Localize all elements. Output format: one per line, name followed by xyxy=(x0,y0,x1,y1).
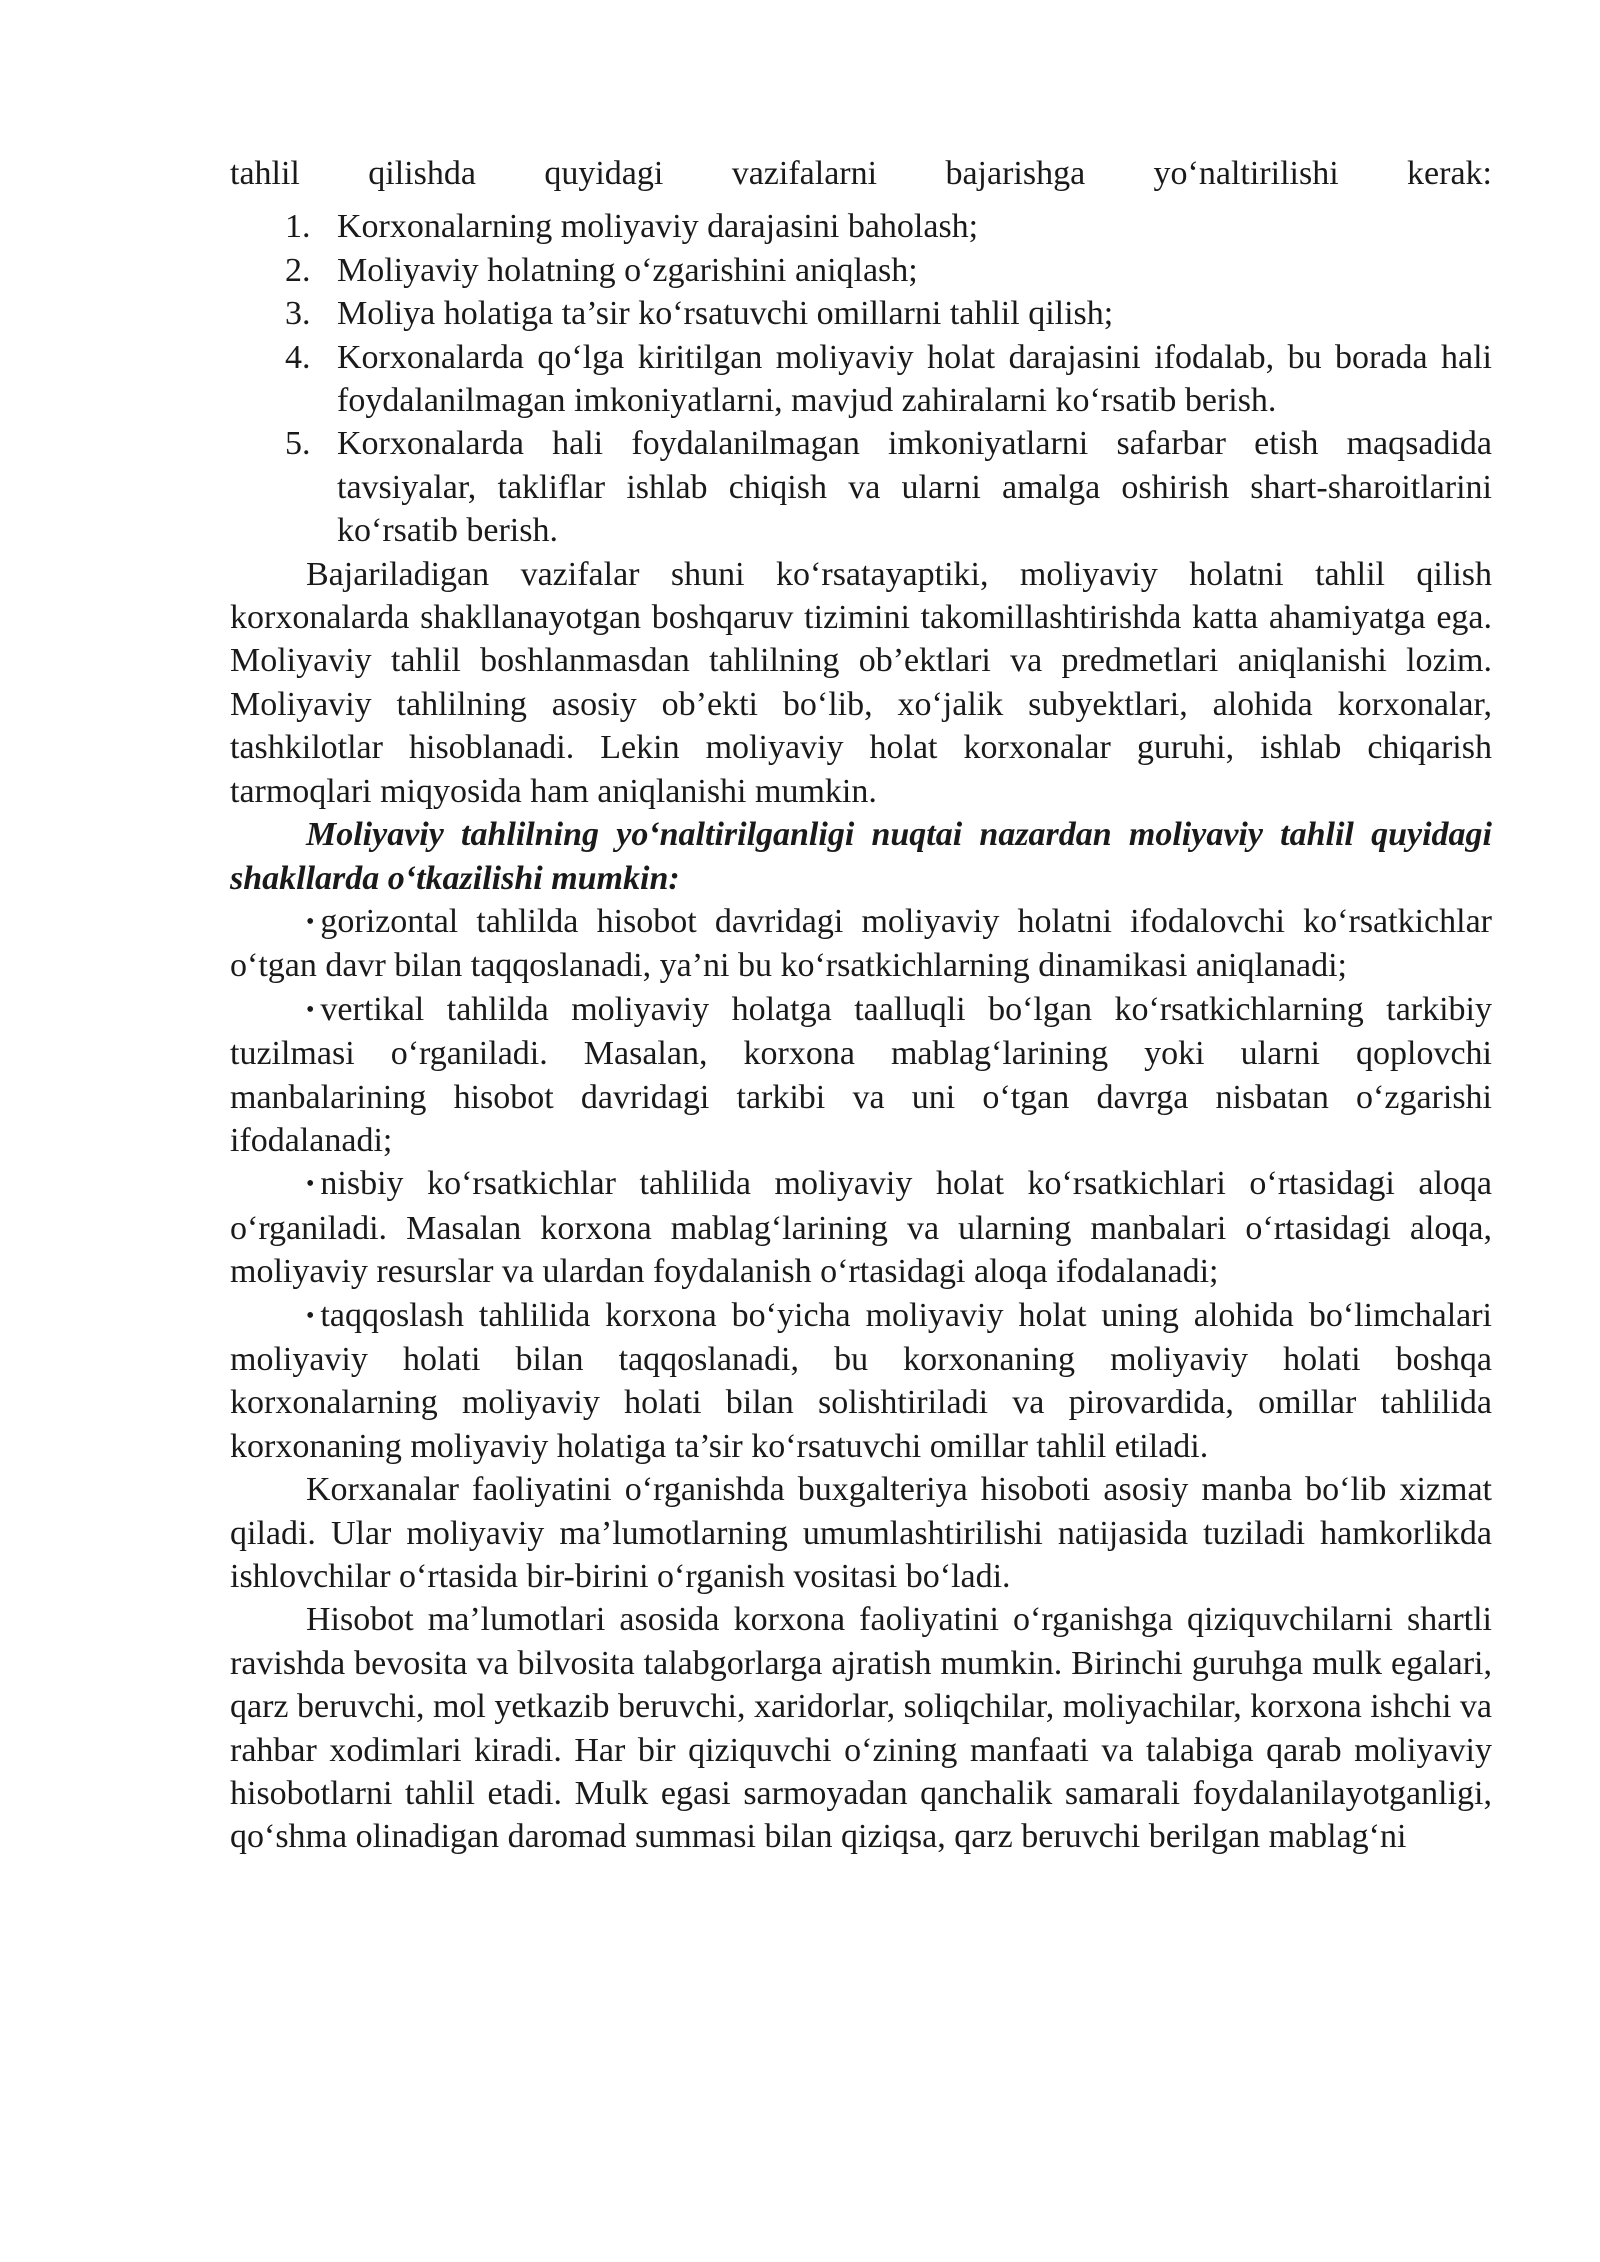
list-number: 2. xyxy=(285,251,311,289)
list-item xyxy=(230,422,1492,552)
bullet-glyph: • xyxy=(306,908,315,935)
paragraph-tasks: Bajariladigan vazifalar shuni ko‘rsatayaptiki, moliyaviy holatni tahlil qilish korxonalarda shakllanayotgan boshqaruv tizimini takomillashtirishda katta ahamiyatga ega. Moliyaviy tahlil boshlanmasdan tahlilning ob’ektlari va predmetlari aniqlanishi lozim. Moliyaviy tahlilning asosiy ob’ekti bo‘lib, xo‘jalik subyektlari, alohida korxonalar, tashkilotlar hisoblanadi. Lekin moliyaviy holat korxonalar guruhi, ishlab chiqarish tarmoqlari miqyosida ham aniqlanishi mumkin. xyxy=(230,555,1492,810)
list-item-text: Korxonalarda hali foydalanilmagan imkoniyatlarni safarbar etish maqsadida tavsiyalar, takliflar ishlab chiqish va ularni amalga oshirish shart-sharoitlarini ko‘rsatib berish. xyxy=(337,425,1492,550)
bullet-glyph: • xyxy=(306,996,315,1023)
list-item-text: Korxonalarda qo‘lga kiritilgan moliyaviy holat darajasini ifodalab, bu borada hali foydalanilmagan imkoniyatlarni, mavjud zahiralarni ko‘rsatib berish. xyxy=(337,338,1492,420)
bullet-glyph: • xyxy=(306,1171,315,1198)
list-item-text: Moliyaviy holatning o‘zgarishini aniqlash; xyxy=(337,251,918,289)
bullet-item xyxy=(230,1294,1492,1469)
list-item xyxy=(230,292,1492,335)
bullet-item xyxy=(230,1162,1492,1293)
list-item xyxy=(230,249,1492,292)
bullet-item xyxy=(230,900,1492,988)
document-body xyxy=(230,152,1492,1859)
list-number: 1. xyxy=(285,208,311,246)
bullet-item xyxy=(230,988,1492,1163)
bullet-text: vertikal tahlilda moliyaviy holatga taalluqli bo‘lgan ko‘rsatkichlarning tarkibiy tuzilmasi o‘rganiladi. Masalan, korxona mablag‘larining yoki ularni qoplovchi manbalarining hisobot davridagi tarkibi va uni o‘tgan davrga nisbatan o‘zgarishi ifodalanadi; xyxy=(230,990,1492,1159)
list-item-text: Korxonalarning moliyaviy darajasini baholash; xyxy=(337,208,979,246)
bold-heading: Moliyaviy tahlilning yo‘naltirilganligi nuqtai nazardan moliyaviy tahlil quyidagi shakllarda o‘tkazilishi mumkin: xyxy=(230,816,1492,897)
task-list xyxy=(230,205,1492,552)
paragraph-users: Hisobot ma’lumotlari asosida korxona faoliyatini o‘rganishga qiziquvchilarni shartli ravishda bevosita va bilvosita talabgorlarga ajratish mumkin. Birinchi guruhga mulk egalari, qarz beruvchi, mol yetkazib beruvchi, xaridorlar, soliqchilar, moliyachilar, korxona ishchi va rahbar xodimlari kiradi. Har bir qiziquvchi o‘zining manfaati va talabiga qarab moliyaviy hisobotlarni tahlil etadi. Mulk egasi sarmoyadan qanchalik samarali foydalanilayotganligi, qo‘shma olinadigan daromad summasi bilan qiziqsa, qarz beruvchi berilgan mablag‘ni xyxy=(230,1601,1492,1856)
list-number: 4. xyxy=(285,338,311,376)
list-item-text: Moliya holatiga ta’sir ko‘rsatuvchi omillarni tahlil qilish; xyxy=(337,295,1114,333)
list-item xyxy=(230,336,1492,423)
bullet-text: gorizontal tahlilda hisobot davridagi moliyaviy holatni ifodalovchi ko‘rsatkichlar o‘tgan davr bilan taqqoslanadi, ya’ni bu ko‘rsatkichlarning dinamikasi aniqlanadi; xyxy=(230,902,1492,985)
list-number: 3. xyxy=(285,295,311,333)
list-item xyxy=(230,205,1492,248)
intro-line: tahlil qilishda quyidagi vazifalarni bajarishga yo‘naltirilishi kerak: xyxy=(230,155,1492,192)
paragraph-reports: Korxanalar faoliyatini o‘rganishda buxgalteriya hisoboti asosiy manba bo‘lib xizmat qiladi. Ular moliyaviy ma’lumotlarning umumlashtirilishi natijasida tuziladi hamkorlikda ishlovchilar o‘rtasida bir-birini o‘rganish vositasi bo‘ladi. xyxy=(230,1471,1492,1595)
list-number: 5. xyxy=(285,425,311,463)
bullet-glyph: • xyxy=(306,1302,315,1329)
bullet-text: nisbiy ko‘rsatkichlar tahlilida moliyaviy holat ko‘rsatkichlari o‘rtasidagi aloqa o‘rganiladi. Masalan korxona mablag‘larining va ularning manbalari o‘rtasidagi aloqa, moliyaviy resurslar va ulardan foydalanish o‘rtasidagi aloqa ifodalanadi; xyxy=(230,1165,1492,1291)
bullet-text: taqqoslash tahlilida korxona bo‘yicha moliyaviy holat uning alohida bo‘limchalari moliyaviy holati bilan taqqoslanadi, bu korxonaning moliyaviy holati boshqa korxonalarning moliyaviy holati bilan solishtiriladi va pirovardida, omillar tahlilida korxonaning moliyaviy holatiga ta’sir ko‘rsatuvchi omillar tahlil etiladi. xyxy=(230,1296,1492,1465)
